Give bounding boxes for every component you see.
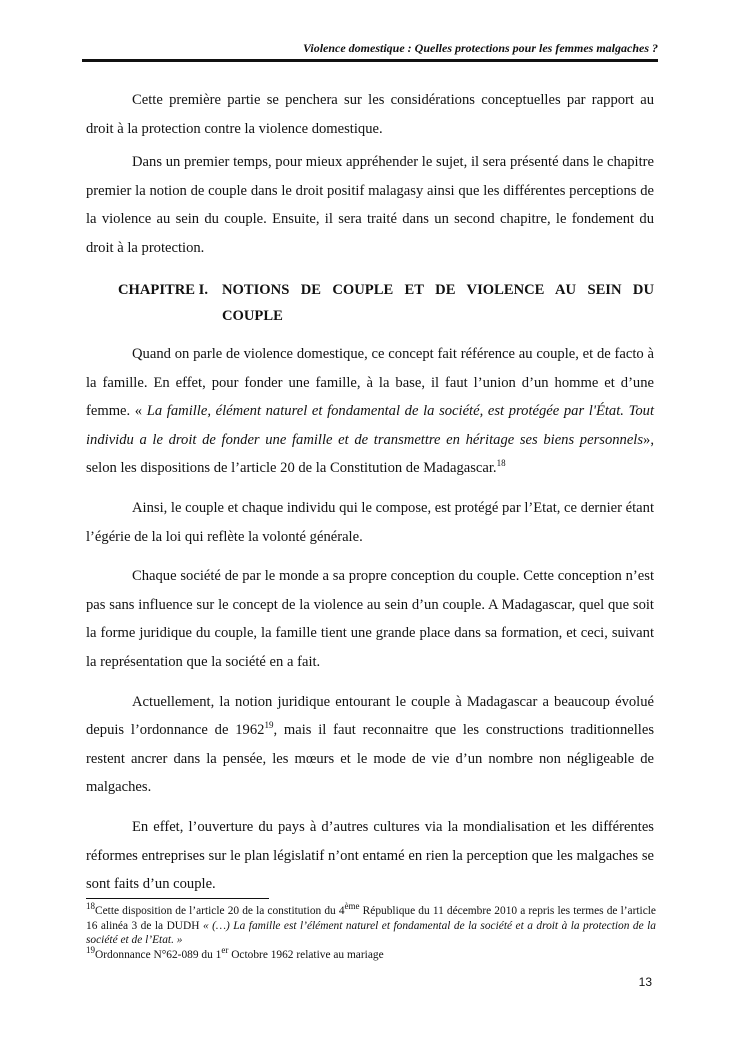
footnote-19 (86, 944, 656, 963)
p6-text: Actuellement, la notion juridique entourant le couple à Madagascar a beaucoup évolué depuis l’ordonnance de 1962 (86, 693, 654, 739)
chapter-body (86, 340, 654, 899)
footnote-separator (86, 898, 269, 899)
paragraph-protection: Ainsi, le couple et chaque individu qui le compose, est protégé par l’Etat, ce dernier étant l’égérie de la loi qui reflète la volonté générale. (86, 499, 654, 545)
paragraph-plan: Dans un premier temps, pour mieux appréhender le sujet, il sera présenté dans le chapitre premier la notion de couple dans le droit positif malagasy ainsi que les différentes perceptions de la violence au sein du couple. Ensuite, il sera traité dans un second chapitre, le fondement du droit à la protection. (86, 154, 654, 256)
paragraph-evolution (86, 688, 654, 802)
fn18-superscript: ème (344, 901, 360, 912)
paragraph-violence-concept (86, 340, 654, 483)
header-rule (82, 59, 658, 62)
chapter-title: NOTIONS DE COUPLE ET DE VIOLENCE AU SEIN DU COUPLE (222, 282, 654, 324)
fn19-superscript: er (221, 944, 229, 955)
footnote-number-19: 19 (86, 944, 95, 955)
running-header-title: Violence domestique : Quelles protections pour les femmes malgaches ? (303, 41, 658, 55)
intro-block (86, 86, 654, 263)
footnote-18 (86, 901, 656, 948)
p3-text-after: », selon les dispositions de l’article 20 de la Constitution de Madagascar. (86, 431, 654, 477)
chapter-heading (118, 277, 654, 329)
p3-text: Quand on parle de violence domestique, ce concept fait référence au couple, et de facto à la famille. En effet, pour fonder une famille, à la base, il faut l’union d’un homme et d’une femme. « (86, 346, 654, 420)
paragraph-openness: En effet, l’ouverture du pays à d’autres cultures via la mondialisation et les différentes réformes entreprises sur le plan législatif n’ont entamé en rien la perception que les malgaches se sont faits d’un couple. (86, 818, 654, 893)
fn18-quote: « (…) La famille est l’élément naturel et fondamental de la société et a droit à la protection de la société et de l’Etat. » (86, 919, 656, 946)
footnote-ref-19[interactable]: 19 (264, 720, 274, 731)
footnote-number-18: 18 (86, 901, 95, 912)
footnote-ref-18[interactable]: 18 (496, 458, 506, 469)
page-number: 13 (638, 975, 652, 989)
fn18-text: Cette disposition de l’article 20 de la constitution du 4 (95, 905, 345, 917)
fn18-text-b: République du 11 décembre 2010 a repris les termes de l’article 16 alinéa 3 de la DUDH (86, 905, 656, 932)
constitution-quote: La famille, élément naturel et fondamental de la société, est protégée par l'État. Tout individu a le droit de fonder une famille et de transmettre en héritage ses biens personnels (86, 403, 654, 448)
paragraph-intro: Cette première partie se penchera sur les considérations conceptuelles par rapport au droit à la protection contre la violence domestique. (86, 92, 654, 137)
p6-text-after: , mais il faut reconnaitre que les constructions traditionnelles restent ancrer dans la pensée, les mœurs et le mode de vie d’un nombre non négligeable de malgaches. (86, 722, 655, 796)
footnotes (86, 901, 656, 962)
fn19-text: Ordonnance N°62-089 du 1 (95, 948, 222, 961)
paragraph-society: Chaque société de par le monde a sa propre conception du couple. Cette conception n’est pas sans influence sur le concept de la violence au sein d’un couple. A Madagascar, quel que soit la forme juridique du couple, la famille tient une grande place dans sa formation, et ceci, suivant la représentation que la société en a fait. (86, 568, 654, 670)
fn19-text-b: Octobre 1962 relative au mariage (228, 948, 384, 961)
chapter-number: CHAPITRE I. (118, 282, 209, 298)
